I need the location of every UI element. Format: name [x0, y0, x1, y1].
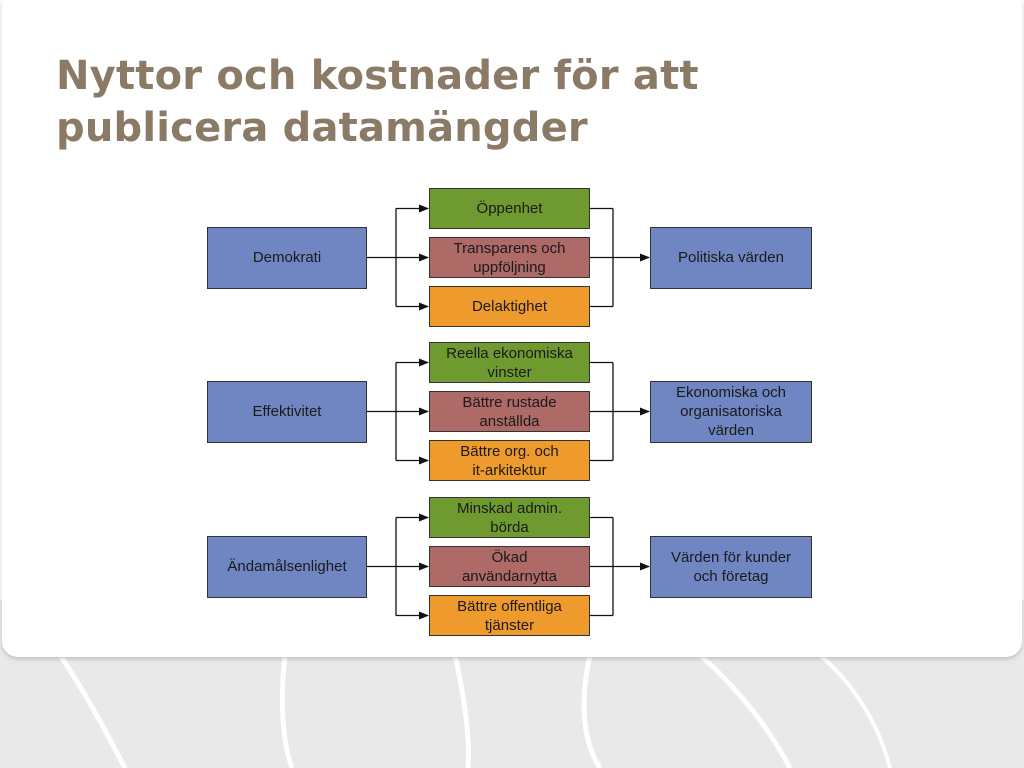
group-andamalsenlighet-benefit-box-3-label: Bättre offentliga tjänster	[457, 597, 562, 634]
title-line-1: Nyttor och kostnader för att	[56, 53, 699, 99]
group-effektivitet-source-box	[207, 381, 367, 443]
group-andamalsenlighet-benefit-box-2	[429, 546, 590, 587]
group-effektivitet-result-box-label: Ekonomiska och organisatoriska värden	[675, 384, 787, 439]
group-andamalsenlighet-benefit-box-1	[429, 497, 590, 538]
group-demokrati-benefit-box-1	[429, 188, 590, 229]
group-demokrati-benefit-box-2	[429, 237, 590, 278]
title-line-2: publicera datamängder	[56, 105, 588, 151]
group-andamalsenlighet-result-box-label: Värden för kunder och företag	[670, 548, 792, 585]
group-effektivitet-source-box-label: Effektivitet	[252, 403, 322, 420]
group-demokrati-source-box-label: Demokrati	[252, 249, 322, 266]
group-demokrati-result-box-label: Politiska värden	[678, 249, 784, 266]
group-andamalsenlighet-benefit-box-1-label: Minskad admin. börda	[456, 499, 563, 536]
group-andamalsenlighet-benefit-box-2-label: Ökad användarnytta	[461, 548, 558, 585]
group-andamalsenlighet-source-box	[207, 536, 367, 598]
group-demokrati-benefit-box-3-label: Delaktighet	[471, 298, 548, 315]
group-effektivitet-benefit-box-2	[429, 391, 590, 432]
group-demokrati-benefit-box-2-label: Transparens och uppföljning	[453, 239, 566, 276]
group-demokrati-benefit-box-3	[429, 286, 590, 327]
group-effektivitet-benefit-box-3-label: Bättre org. och it-arkitektur	[460, 442, 559, 479]
group-effektivitet-result-box	[650, 381, 812, 443]
group-andamalsenlighet-benefit-box-3	[429, 595, 590, 636]
group-andamalsenlighet-source-box-label: Ändamålsenlighet	[227, 558, 347, 575]
group-demokrati-benefit-box-1-label: Öppenhet	[476, 200, 543, 217]
group-effektivitet-benefit-box-3	[429, 440, 590, 481]
group-effektivitet-benefit-box-2-label: Bättre rustade anställda	[462, 393, 557, 430]
group-effektivitet-benefit-box-1	[429, 342, 590, 383]
group-demokrati-result-box	[650, 227, 812, 289]
group-demokrati-source-box	[207, 227, 367, 289]
group-andamalsenlighet-result-box	[650, 536, 812, 598]
group-effektivitet-benefit-box-1-label: Reella ekonomiska vinster	[446, 344, 573, 381]
